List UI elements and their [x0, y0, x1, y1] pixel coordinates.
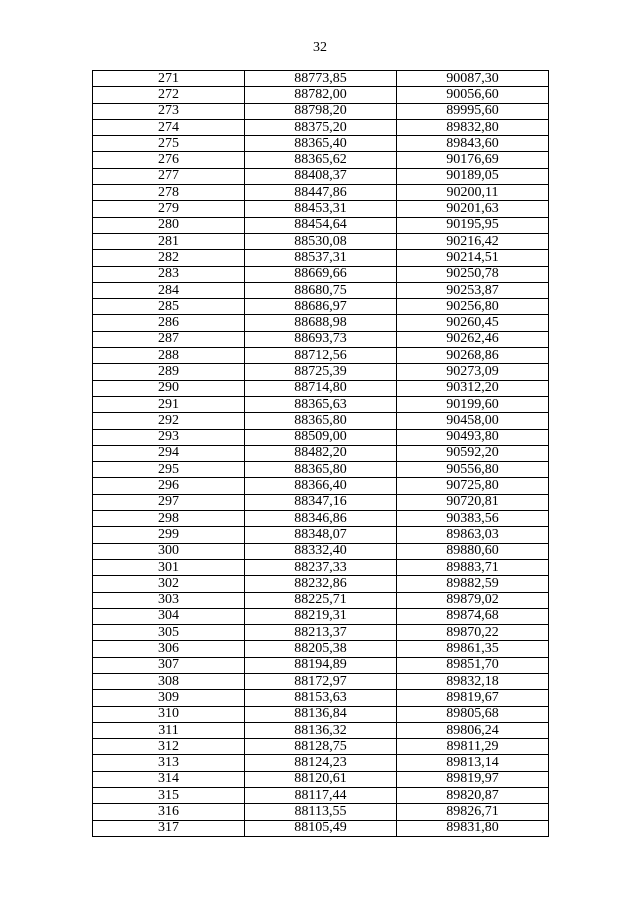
y-coordinate-cell: 89863,03	[397, 527, 549, 543]
table-row	[93, 788, 549, 804]
x-coordinate-cell: 88365,40	[245, 136, 397, 152]
table-row	[93, 657, 549, 673]
table-row	[93, 71, 549, 87]
point-number-cell: 271	[93, 71, 245, 87]
y-coordinate-cell: 89861,35	[397, 641, 549, 657]
table-row	[93, 722, 549, 738]
point-number-cell: 290	[93, 380, 245, 396]
point-number-cell: 291	[93, 396, 245, 412]
point-number-cell: 281	[93, 233, 245, 249]
x-coordinate-cell: 88232,86	[245, 576, 397, 592]
point-number-cell: 316	[93, 804, 245, 820]
page-number: 32	[313, 40, 327, 55]
table-row	[93, 527, 549, 543]
point-number-cell: 305	[93, 625, 245, 641]
table-row	[93, 592, 549, 608]
y-coordinate-cell: 90260,45	[397, 315, 549, 331]
x-coordinate-cell: 88537,31	[245, 250, 397, 266]
x-coordinate-cell: 88688,98	[245, 315, 397, 331]
point-number-cell: 273	[93, 103, 245, 119]
point-number-cell: 296	[93, 478, 245, 494]
y-coordinate-cell: 90250,78	[397, 266, 549, 282]
x-coordinate-cell: 88105,49	[245, 820, 397, 836]
point-number-cell: 293	[93, 429, 245, 445]
table-row	[93, 152, 549, 168]
point-number-cell: 286	[93, 315, 245, 331]
y-coordinate-cell: 90458,00	[397, 413, 549, 429]
table-row	[93, 690, 549, 706]
x-coordinate-cell: 88725,39	[245, 364, 397, 380]
y-coordinate-cell: 89820,87	[397, 788, 549, 804]
x-coordinate-cell: 88782,00	[245, 87, 397, 103]
y-coordinate-cell: 89806,24	[397, 722, 549, 738]
coordinates-table	[92, 70, 549, 837]
table-row	[93, 201, 549, 217]
point-number-cell: 272	[93, 87, 245, 103]
y-coordinate-cell: 89831,80	[397, 820, 549, 836]
y-coordinate-cell: 89826,71	[397, 804, 549, 820]
x-coordinate-cell: 88365,80	[245, 462, 397, 478]
y-coordinate-cell: 90216,42	[397, 233, 549, 249]
y-coordinate-cell: 89832,80	[397, 119, 549, 135]
x-coordinate-cell: 88530,08	[245, 233, 397, 249]
x-coordinate-cell: 88128,75	[245, 739, 397, 755]
table-row	[93, 250, 549, 266]
table-row	[93, 625, 549, 641]
table-row	[93, 217, 549, 233]
point-number-cell: 297	[93, 494, 245, 510]
y-coordinate-cell: 89843,60	[397, 136, 549, 152]
y-coordinate-cell: 90383,56	[397, 511, 549, 527]
x-coordinate-cell: 88194,89	[245, 657, 397, 673]
y-coordinate-cell: 89882,59	[397, 576, 549, 592]
x-coordinate-cell: 88408,37	[245, 168, 397, 184]
table-row	[93, 576, 549, 592]
x-coordinate-cell: 88680,75	[245, 282, 397, 298]
y-coordinate-cell: 90256,80	[397, 299, 549, 315]
x-coordinate-cell: 88113,55	[245, 804, 397, 820]
table-row	[93, 429, 549, 445]
coordinates-table-body	[93, 71, 549, 837]
table-row	[93, 380, 549, 396]
point-number-cell: 278	[93, 185, 245, 201]
x-coordinate-cell: 88365,80	[245, 413, 397, 429]
table-row	[93, 233, 549, 249]
y-coordinate-cell: 89870,22	[397, 625, 549, 641]
x-coordinate-cell: 88453,31	[245, 201, 397, 217]
point-number-cell: 279	[93, 201, 245, 217]
table-row	[93, 185, 549, 201]
y-coordinate-cell: 90056,60	[397, 87, 549, 103]
y-coordinate-cell: 90493,80	[397, 429, 549, 445]
point-number-cell: 288	[93, 348, 245, 364]
point-number-cell: 310	[93, 706, 245, 722]
x-coordinate-cell: 88686,97	[245, 299, 397, 315]
y-coordinate-cell: 89832,18	[397, 673, 549, 689]
y-coordinate-cell: 90268,86	[397, 348, 549, 364]
x-coordinate-cell: 88447,86	[245, 185, 397, 201]
table-row	[93, 559, 549, 575]
point-number-cell: 299	[93, 527, 245, 543]
table-row	[93, 168, 549, 184]
point-number-cell: 303	[93, 592, 245, 608]
x-coordinate-cell: 88124,23	[245, 755, 397, 771]
x-coordinate-cell: 88120,61	[245, 771, 397, 787]
table-row	[93, 299, 549, 315]
table-row	[93, 511, 549, 527]
table-row	[93, 282, 549, 298]
y-coordinate-cell: 89851,70	[397, 657, 549, 673]
table-row	[93, 739, 549, 755]
table-row	[93, 331, 549, 347]
table-row	[93, 413, 549, 429]
y-coordinate-cell: 89805,68	[397, 706, 549, 722]
x-coordinate-cell: 88348,07	[245, 527, 397, 543]
y-coordinate-cell: 90200,11	[397, 185, 549, 201]
table-row	[93, 755, 549, 771]
x-coordinate-cell: 88375,20	[245, 119, 397, 135]
y-coordinate-cell: 89811,29	[397, 739, 549, 755]
x-coordinate-cell: 88365,63	[245, 396, 397, 412]
point-number-cell: 300	[93, 543, 245, 559]
table-row	[93, 462, 549, 478]
x-coordinate-cell: 88136,32	[245, 722, 397, 738]
y-coordinate-cell: 90720,81	[397, 494, 549, 510]
point-number-cell: 314	[93, 771, 245, 787]
y-coordinate-cell: 90262,46	[397, 331, 549, 347]
x-coordinate-cell: 88153,63	[245, 690, 397, 706]
point-number-cell: 302	[93, 576, 245, 592]
y-coordinate-cell: 90592,20	[397, 445, 549, 461]
point-number-cell: 277	[93, 168, 245, 184]
x-coordinate-cell: 88798,20	[245, 103, 397, 119]
point-number-cell: 294	[93, 445, 245, 461]
x-coordinate-cell: 88172,97	[245, 673, 397, 689]
x-coordinate-cell: 88205,38	[245, 641, 397, 657]
table-row	[93, 119, 549, 135]
table-row	[93, 136, 549, 152]
x-coordinate-cell: 88332,40	[245, 543, 397, 559]
point-number-cell: 315	[93, 788, 245, 804]
y-coordinate-cell: 89883,71	[397, 559, 549, 575]
x-coordinate-cell: 88213,37	[245, 625, 397, 641]
table-row	[93, 364, 549, 380]
point-number-cell: 292	[93, 413, 245, 429]
y-coordinate-cell: 90189,05	[397, 168, 549, 184]
point-number-cell: 283	[93, 266, 245, 282]
point-number-cell: 298	[93, 511, 245, 527]
x-coordinate-cell: 88693,73	[245, 331, 397, 347]
table-row	[93, 771, 549, 787]
point-number-cell: 295	[93, 462, 245, 478]
table-row	[93, 478, 549, 494]
y-coordinate-cell: 89874,68	[397, 608, 549, 624]
point-number-cell: 275	[93, 136, 245, 152]
x-coordinate-cell: 88136,84	[245, 706, 397, 722]
point-number-cell: 301	[93, 559, 245, 575]
table-row	[93, 706, 549, 722]
table-row	[93, 396, 549, 412]
point-number-cell: 306	[93, 641, 245, 657]
x-coordinate-cell: 88117,44	[245, 788, 397, 804]
x-coordinate-cell: 88509,00	[245, 429, 397, 445]
y-coordinate-cell: 90195,95	[397, 217, 549, 233]
x-coordinate-cell: 88237,33	[245, 559, 397, 575]
x-coordinate-cell: 88669,66	[245, 266, 397, 282]
table-row	[93, 820, 549, 836]
point-number-cell: 280	[93, 217, 245, 233]
y-coordinate-cell: 89995,60	[397, 103, 549, 119]
y-coordinate-cell: 90273,09	[397, 364, 549, 380]
table-row	[93, 494, 549, 510]
point-number-cell: 289	[93, 364, 245, 380]
point-number-cell: 304	[93, 608, 245, 624]
table-row	[93, 445, 549, 461]
y-coordinate-cell: 90253,87	[397, 282, 549, 298]
y-coordinate-cell: 89813,14	[397, 755, 549, 771]
table-row	[93, 87, 549, 103]
table-row	[93, 103, 549, 119]
point-number-cell: 308	[93, 673, 245, 689]
x-coordinate-cell: 88482,20	[245, 445, 397, 461]
point-number-cell: 317	[93, 820, 245, 836]
x-coordinate-cell: 88714,80	[245, 380, 397, 396]
x-coordinate-cell: 88225,71	[245, 592, 397, 608]
table-row	[93, 673, 549, 689]
point-number-cell: 309	[93, 690, 245, 706]
x-coordinate-cell: 88366,40	[245, 478, 397, 494]
table-row	[93, 543, 549, 559]
point-number-cell: 284	[93, 282, 245, 298]
point-number-cell: 287	[93, 331, 245, 347]
x-coordinate-cell: 88712,56	[245, 348, 397, 364]
y-coordinate-cell: 89819,67	[397, 690, 549, 706]
y-coordinate-cell: 90176,69	[397, 152, 549, 168]
point-number-cell: 312	[93, 739, 245, 755]
y-coordinate-cell: 90214,51	[397, 250, 549, 266]
table-row	[93, 266, 549, 282]
point-number-cell: 276	[93, 152, 245, 168]
x-coordinate-cell: 88773,85	[245, 71, 397, 87]
y-coordinate-cell: 90199,60	[397, 396, 549, 412]
y-coordinate-cell: 90087,30	[397, 71, 549, 87]
point-number-cell: 311	[93, 722, 245, 738]
x-coordinate-cell: 88454,64	[245, 217, 397, 233]
y-coordinate-cell: 89819,97	[397, 771, 549, 787]
table-row	[93, 315, 549, 331]
table-row	[93, 608, 549, 624]
table-row	[93, 641, 549, 657]
point-number-cell: 282	[93, 250, 245, 266]
y-coordinate-cell: 89880,60	[397, 543, 549, 559]
x-coordinate-cell: 88347,16	[245, 494, 397, 510]
table-row	[93, 348, 549, 364]
x-coordinate-cell: 88365,62	[245, 152, 397, 168]
y-coordinate-cell: 90312,20	[397, 380, 549, 396]
y-coordinate-cell: 89879,02	[397, 592, 549, 608]
point-number-cell: 285	[93, 299, 245, 315]
y-coordinate-cell: 90201,63	[397, 201, 549, 217]
y-coordinate-cell: 90556,80	[397, 462, 549, 478]
y-coordinate-cell: 90725,80	[397, 478, 549, 494]
x-coordinate-cell: 88346,86	[245, 511, 397, 527]
point-number-cell: 274	[93, 119, 245, 135]
table-row	[93, 804, 549, 820]
x-coordinate-cell: 88219,31	[245, 608, 397, 624]
point-number-cell: 307	[93, 657, 245, 673]
point-number-cell: 313	[93, 755, 245, 771]
